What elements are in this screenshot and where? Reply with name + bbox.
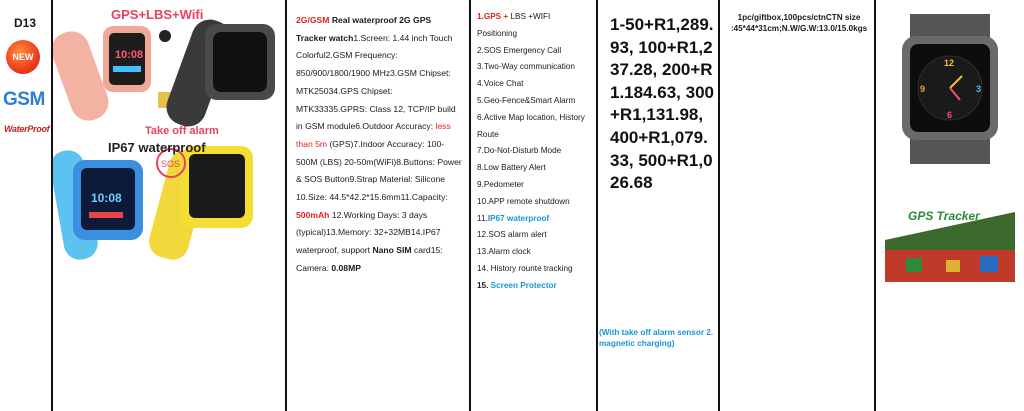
feature-item: 2.SOS Emergency Call xyxy=(477,45,562,55)
spec-text: (GPS)7.Indoor Accuracy: 100-500M (LBS) 20-50m(WiFi)8.Buttons: Power & SOS Button9.Strap Material: Silicone 10.Size: 44.5*42.2*15.6mm11.Capacity: xyxy=(296,138,462,203)
feature-item: 15. Screen Protector xyxy=(477,280,557,290)
spec-text: card15: Camera: xyxy=(296,245,443,273)
feature-item: 5.Geo-Fence&Smart Alarm xyxy=(477,95,576,105)
packing-info: 1pc/giftbox,100pcs/ctnCTN size :45*44*31cm;N.W/G.W:13.0/15.0kgs xyxy=(730,13,868,33)
price-tiers: 1-50+R1,289.93, 100+R1,237.28, 200+R1.184.63, 300+R1,131.98, 400+R1,079.33, 500+R1,026.68 xyxy=(610,15,714,193)
spec-title: Real waterproof 2G GPS Tracker watch xyxy=(296,15,432,43)
take-off-alarm-label: Take off alarm xyxy=(145,125,219,137)
feature-item: 12.SOS alarm alert xyxy=(477,230,547,240)
feature-item: 14. History rounte tracking xyxy=(477,263,573,273)
feature-item: 1.GPS + LBS +WIFI Positioning xyxy=(477,12,551,38)
svg-text:10:08: 10:08 xyxy=(91,191,122,205)
blue-watch-image xyxy=(53,148,143,262)
black-watch-image xyxy=(159,14,275,131)
feature-item: 4.Voice Chat xyxy=(477,79,524,89)
svg-text:6: 6 xyxy=(947,110,953,120)
pricing-column xyxy=(598,0,718,411)
yellow-watch-image xyxy=(145,146,253,263)
feature-item: 9.Pedometer xyxy=(477,179,524,189)
spec-outdoor-accuracy: less than 5m xyxy=(296,121,451,149)
spec-text: 12.Working Days: 3 days (typical)13.Memory: 32+32MB14.IP67 waterproof, support xyxy=(296,209,441,256)
pricing-note: (With take off alarm sensor 2. magnetic charging) xyxy=(599,328,714,348)
new-badge: NEW xyxy=(6,40,40,74)
svg-text:3: 3 xyxy=(976,84,982,94)
pink-watch-image xyxy=(53,26,151,126)
specification-column xyxy=(287,0,469,411)
promo-title: GPS+LBS+Wifi xyxy=(111,7,204,22)
feature-item: 11.IP67 waterproof xyxy=(477,213,550,223)
svg-text:GPS Tracker: GPS Tracker xyxy=(908,209,980,223)
feature-item: 8.Low Battery Alert xyxy=(477,163,546,173)
watch-and-box-photos xyxy=(876,0,1024,411)
watch-photo xyxy=(902,14,998,164)
packing-column xyxy=(720,0,874,411)
svg-text:12: 12 xyxy=(944,58,955,68)
spec-capacity: 500mAh xyxy=(296,209,330,220)
spec-network-tag: 2G/GSM xyxy=(296,15,330,25)
waterproof-logo: WaterProof xyxy=(4,124,50,134)
feature-item: 6.Active Map location, History Route xyxy=(477,112,585,139)
product-photos xyxy=(53,0,285,411)
spec-camera: 0.08MP xyxy=(331,262,361,273)
gsm-logo: GSM xyxy=(3,89,45,110)
feature-item: 7.Do-Not-Disturb Mode xyxy=(477,146,562,156)
feature-item: 13.Alarm clock xyxy=(477,247,531,257)
photo-column xyxy=(876,0,1024,411)
ip67-label: IP67 waterproof xyxy=(108,140,206,155)
model-number: D13 xyxy=(14,16,37,30)
features-column xyxy=(471,0,596,411)
product-image-column xyxy=(53,0,285,411)
svg-text:9: 9 xyxy=(920,84,926,94)
model-column xyxy=(0,0,51,411)
spec-sim: Nano SIM xyxy=(372,245,412,256)
spec-text: 1.Screen: 1.44 inch Touch Colorful2.GSM Frequency: 850/900/1800/1900 MHz3.GSM Chipset: MTK25034.GPS Chipset: MTK33335.GPRS: Class 12, TCP/IP build in GSM module6.Outdoor Accuracy: xyxy=(296,32,456,132)
gift-box-photo xyxy=(885,182,1015,282)
svg-text:SOS: SOS xyxy=(161,159,181,169)
svg-text:10:08: 10:08 xyxy=(115,49,144,61)
feature-item: 3.Two-Way communication xyxy=(477,62,575,72)
feature-item: 10.APP remote shutdown xyxy=(477,196,570,206)
